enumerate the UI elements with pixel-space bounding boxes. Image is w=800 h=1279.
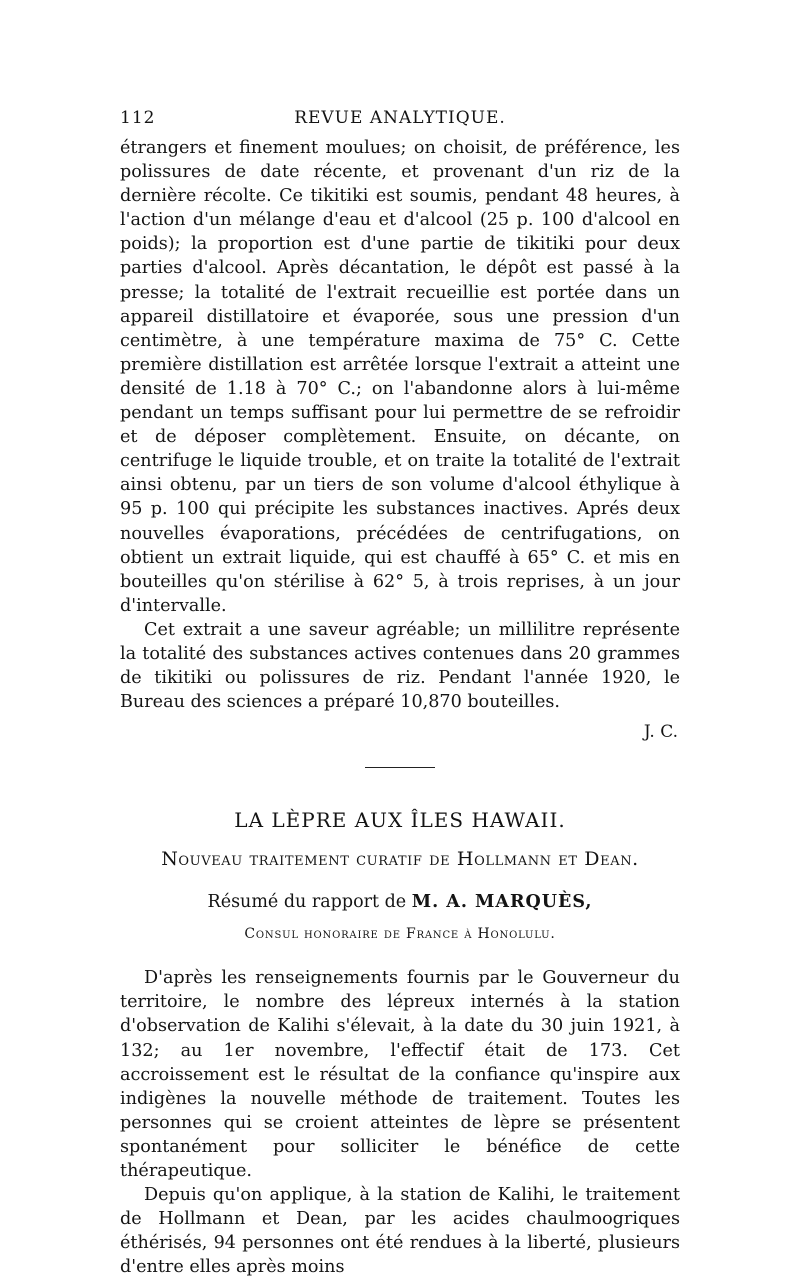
author-name: M. A. MARQUÈS, [411,892,593,913]
section-divider [365,767,435,768]
article [120,808,680,1279]
body-paragraph: D'après les renseignements fournis par le Gouverneur du territoire, le nombre des lépreux internés à la station d'observation de Kalihi s'élevait, à la date du 30 juin 1921, à 132; au 1er novembre, l'effectif était de 173. Cet accroissement est le résultat de la confiance qu'inspire aux indigènes la nouvelle méthode de traitement. Toutes les personnes qui se croient atteintes de lèpre se présentent spontanément pour solliciter le bénéfice de cette thérapeutique. [120,968,680,1181]
book-page [120,104,680,1279]
author-initials: J. C. [643,722,678,743]
running-head-title: REVUE ANALYTIQUE. [294,108,506,128]
article-title: LA LÈPRE AUX ÎLES HAWAII. [234,808,566,833]
body-paragraph: Cet extrait a une saveur agréable; un millilitre représente la totalité des substances actives contenues dans 20 grammes de tikitiki ou polissures de riz. Pendant l'année 1920, le Bureau des sciences a préparé 10,870 bouteilles. [120,619,680,713]
author-title: Consul honoraire de France à Honolulu. [244,926,556,943]
body-paragraph: étrangers et finement moulues; on choisit, de préférence, les polissures de date récente, et provenant d'un riz de la dernière récolte. Ce tikitiki est soumis, pendant 48 heures, à l'action d'un mélange d'eau et d'alcool (25 p. 100 d'alcool en poids); la proportion est d'une partie de tikitiki pour deux parties d'alcool. Après décantation, le dépôt est passé à la presse; la totalité de l'extrait recueillie est portée dans un appareil distillatoire et évaporée, sous une pression d'un centimètre, à une température maxima de 75° C. Cette première distillation est arrêtée lorsque l'extrait a atteint une densité de 1.18 à 70° C.; on l'abandonne alors à lui-même pendant un temps suffisant pour lui permettre de se refroidir et de déposer complètement. Ensuite, on décante, on centrifuge le liquide trouble, et on traite la totalité de l'extrait ainsi obtenu, par un tiers de son volume d'alcool éthylique à 95 p. 100 qui précipite les substances inactives. Aprés deux nouvelles évaporations, précédées de centrifugations, on obtient un extrait liquide, qui est chauffé à 65° C. et mis en bouteilles qu'on stérilise à 62° 5, à trois reprises, à un jour d'intervalle. [120,138,680,616]
abstract-credit [120,892,680,912]
article-subtitle: Nouveau traitement curatif de Hollmann et Dean. [161,848,639,871]
page-number: 112 [120,108,156,128]
body-paragraph: Depuis qu'on applique, à la station de Kalihi, le traitement de Hollmann et Dean, par les acides chaulmoogriques éthérisés, 94 personnes ont été rendues à la liberté, plusieurs d'entre elles après moins [120,1185,680,1278]
previous-article-conclusion [120,136,680,744]
article-body [120,966,680,1279]
running-head [120,104,680,136]
abstract-prefix: Résumé du rapport de [207,892,407,913]
